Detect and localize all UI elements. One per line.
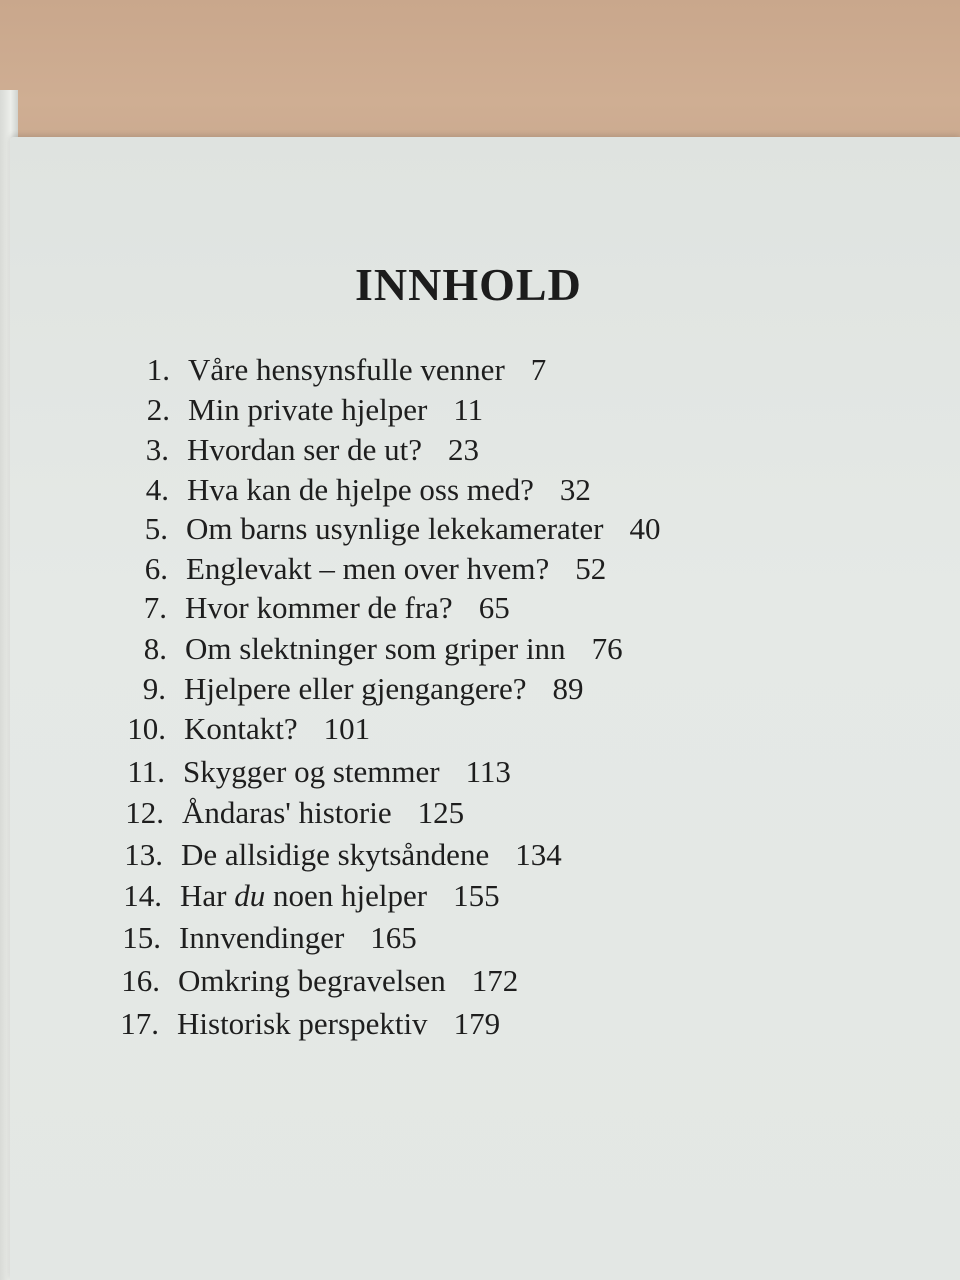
- toc-entry-number: 12.: [125, 795, 164, 830]
- toc-entry-title: Hvordan ser de ut?: [187, 432, 422, 467]
- toc-entry-page: 101: [323, 711, 371, 746]
- toc-entry-title: Englevakt – men over hvem?: [186, 551, 550, 586]
- toc-entry-page: 172: [471, 963, 519, 998]
- toc-entry-number: 17.: [120, 1006, 159, 1041]
- toc-entry-page: 65: [478, 590, 510, 625]
- toc-entry-title: Historisk perspektiv: [177, 1006, 428, 1041]
- toc-entry-page: 7: [530, 352, 547, 387]
- toc-entry-title: Åndaras' historie: [182, 795, 392, 830]
- page-title: INNHOLD: [355, 259, 582, 310]
- toc-entry-number: 14.: [123, 878, 162, 913]
- toc-entry-title: Hvor kommer de fra?: [185, 590, 453, 625]
- toc-entry-number: 15.: [122, 920, 161, 955]
- toc-entry-title: Om slektninger som griper inn: [185, 631, 566, 666]
- toc-entry-title: Skygger og stemmer: [183, 754, 440, 789]
- toc-entry-page: 76: [591, 631, 623, 666]
- toc-entry-title: Innvendinger: [179, 920, 345, 955]
- toc-entry-page: 155: [453, 878, 500, 913]
- toc-entry-page: 40: [629, 511, 661, 546]
- toc-entry-number: 4.: [145, 472, 169, 507]
- toc-entry-number: 9.: [142, 671, 166, 706]
- toc-entry-number: 16.: [121, 963, 160, 998]
- toc-entry-page: 125: [417, 795, 465, 830]
- toc-entry-number: 8.: [143, 631, 167, 666]
- toc-entry-page: 52: [575, 551, 607, 586]
- toc-entry-title: Om barns usynlige lekekamerater: [186, 511, 604, 546]
- toc-entry-number: 6.: [144, 551, 168, 586]
- toc-entry-title: Hva kan de hjelpe oss med?: [187, 472, 534, 507]
- toc-entry-page: 89: [552, 671, 584, 706]
- toc-entry-title-part: Har: [180, 878, 235, 913]
- toc-entry-number: 1.: [146, 352, 170, 387]
- toc-entry-page: 32: [559, 472, 591, 507]
- toc-entry-title-emphasis: du: [234, 878, 266, 913]
- toc-entry-page: 11: [453, 392, 484, 427]
- toc-entry-number: 3.: [145, 432, 169, 467]
- toc-entry-page: 179: [453, 1006, 501, 1041]
- toc-entry-page: 23: [448, 432, 479, 467]
- toc-entry-number: 7.: [143, 590, 167, 625]
- toc-entry-title: Omkring begravelsen: [178, 963, 446, 998]
- toc-entry-number: 13.: [124, 837, 163, 872]
- toc-entry-page: 165: [370, 920, 417, 955]
- toc-entry-page: 134: [515, 837, 562, 872]
- toc-entry-title: Kontakt?: [184, 711, 298, 746]
- toc-entry-title-part: noen hjelper: [265, 878, 428, 913]
- toc-entry-number: 5.: [144, 511, 168, 546]
- toc-entry-page: 113: [465, 754, 511, 789]
- toc-entry-title: Min private hjelper: [188, 392, 428, 427]
- toc-entry-title: De allsidige skytsåndene: [181, 837, 490, 872]
- toc-entry-title: Hjelpere eller gjengangere?: [184, 671, 527, 706]
- toc-entry-title: Våre hensynsfulle venner: [188, 352, 505, 387]
- toc-entry-number: 11.: [127, 754, 165, 789]
- toc-entry-number: 10.: [127, 711, 166, 746]
- toc-entry-number: 2.: [146, 392, 170, 427]
